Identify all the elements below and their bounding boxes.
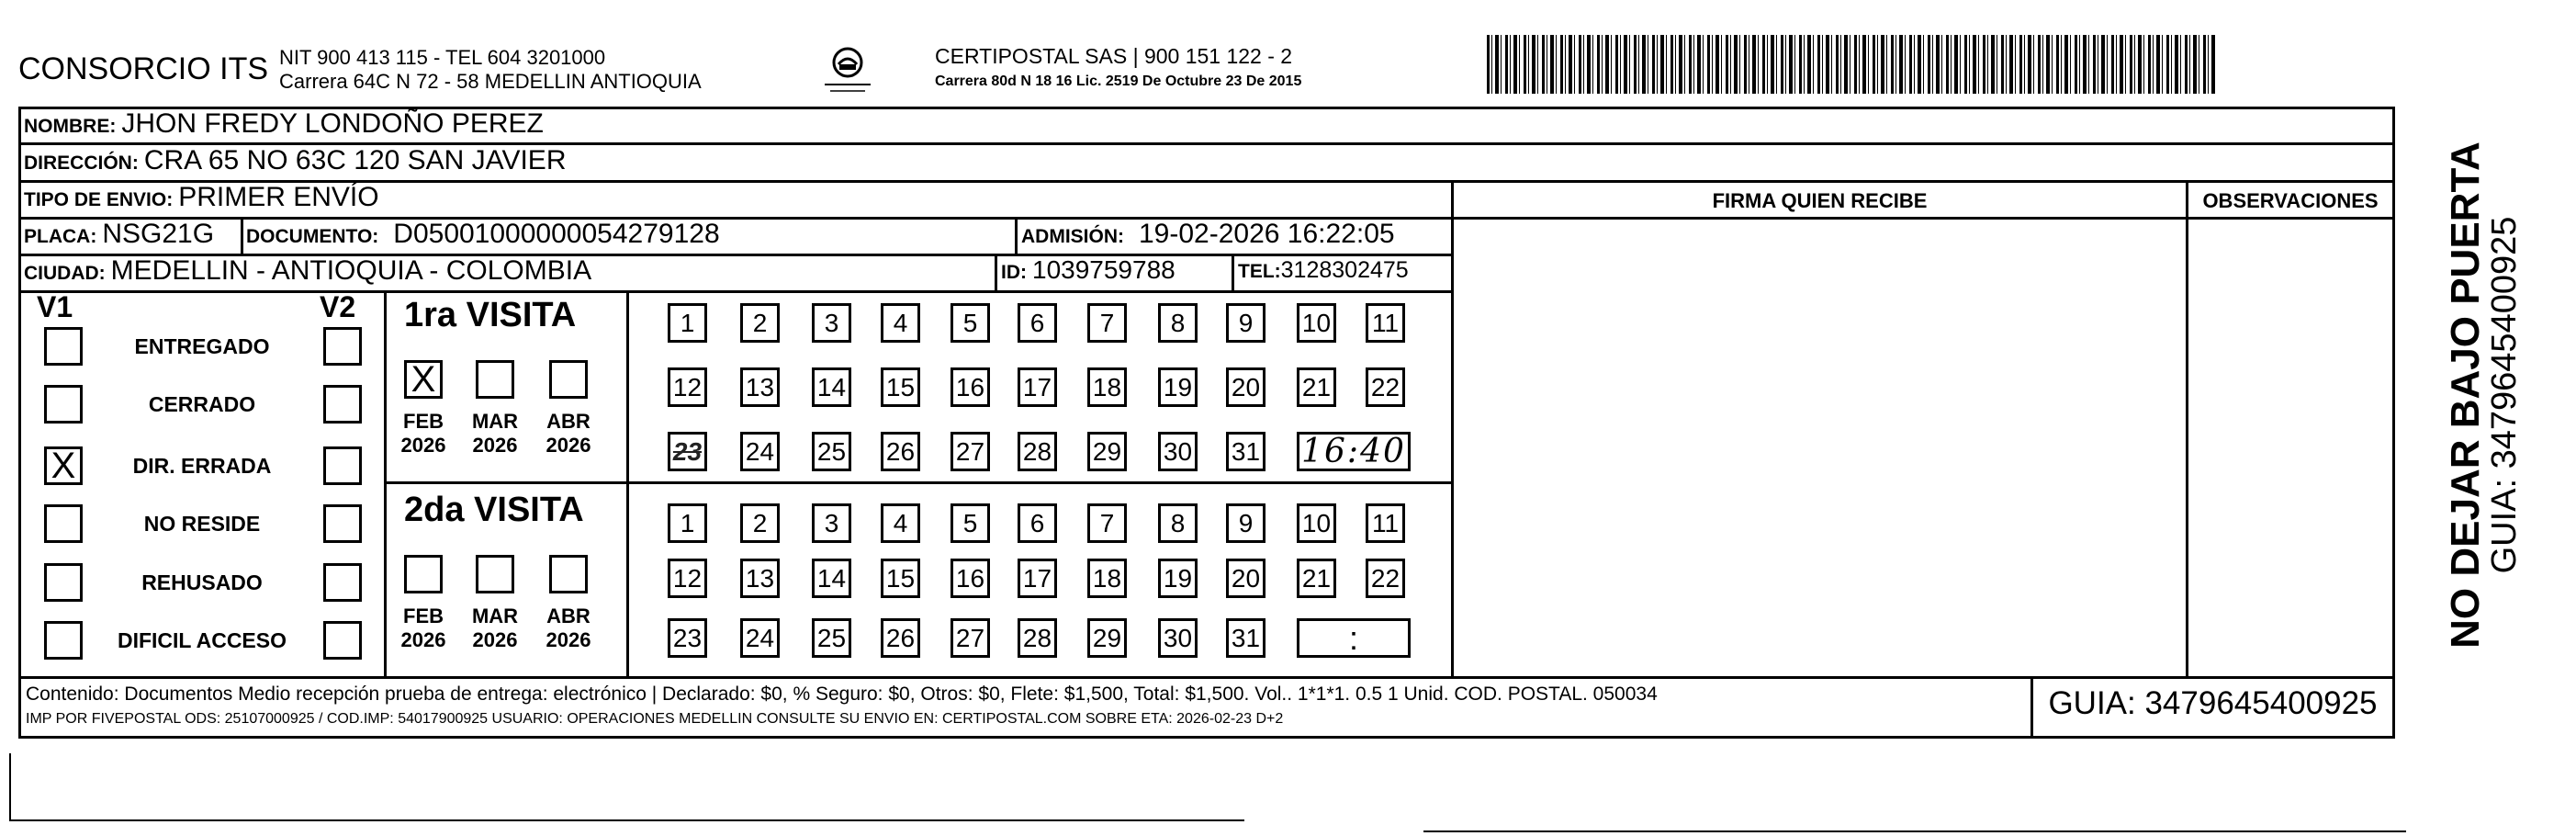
v1-checkbox[interactable] xyxy=(44,563,83,602)
city-label: CIUDAD: xyxy=(24,263,106,284)
certipostal-logo-icon xyxy=(819,44,876,96)
day-box[interactable]: 7 xyxy=(1087,303,1127,343)
month-checkbox[interactable] xyxy=(549,555,588,593)
plate-label: PLACA: xyxy=(24,226,97,247)
admission-label: ADMISIÓN: xyxy=(1021,226,1124,247)
day-box[interactable]: 1 xyxy=(668,503,707,543)
address-row xyxy=(24,145,566,176)
barcode-icon xyxy=(1487,35,2216,94)
day-box[interactable]: 29 xyxy=(1087,618,1127,658)
tel-value: 3128302475 xyxy=(1280,257,1409,283)
day-box[interactable]: 27 xyxy=(951,432,990,471)
v2-checkbox[interactable] xyxy=(323,621,362,660)
city-value: MEDELLIN - ANTIOQUIA - COLOMBIA xyxy=(110,255,592,286)
plate-cell xyxy=(24,219,214,250)
shipment-type-row xyxy=(24,182,379,213)
v2-checkbox[interactable] xyxy=(323,563,362,602)
time-box[interactable]: 16:40 xyxy=(1297,432,1411,471)
v2-checkbox[interactable] xyxy=(323,504,362,543)
month-name: ABR xyxy=(546,410,591,433)
v2-checkbox[interactable] xyxy=(323,327,362,366)
document-label: DOCUMENTO: xyxy=(246,226,379,247)
month-year: 2026 xyxy=(400,628,446,651)
day-box[interactable]: 16 xyxy=(951,367,990,407)
day-box[interactable]: 6 xyxy=(1018,503,1057,543)
month-name: FEB xyxy=(403,604,444,627)
day-box[interactable]: 25 xyxy=(812,618,851,658)
day-box[interactable]: 18 xyxy=(1087,367,1127,407)
day-box[interactable]: 10 xyxy=(1297,303,1336,343)
day-box[interactable]: 3 xyxy=(812,503,851,543)
day-box[interactable]: 14 xyxy=(812,367,851,407)
day-box[interactable]: 1 xyxy=(668,303,707,343)
print-details: IMP POR FIVEPOSTAL ODS: 25107000925 / COD.IMP: 54017900925 USUARIO: OPERACIONES MEDELLIN CONSULTE SU ENVIO EN: CERTIPOSTAL.COM SOBRE ETA: 2026-02-23 D+2 xyxy=(26,711,1284,727)
day-box[interactable]: 24 xyxy=(740,432,780,471)
side-notice xyxy=(2442,110,2525,680)
time-box[interactable]: : xyxy=(1297,618,1411,658)
day-box[interactable]: 19 xyxy=(1158,559,1198,598)
day-box[interactable]: 15 xyxy=(881,367,920,407)
recipient-name: JHON FREDY LONDOÑO PEREZ xyxy=(121,108,544,139)
month-checkbox[interactable] xyxy=(404,360,443,399)
v1-checkbox[interactable] xyxy=(44,504,83,543)
id-label: ID: xyxy=(1001,262,1027,283)
guia-number: GUIA: 3479645400925 xyxy=(2048,685,2378,721)
v1-checkbox[interactable] xyxy=(44,446,83,485)
day-box[interactable]: 12 xyxy=(668,559,707,598)
day-box[interactable]: 10 xyxy=(1297,503,1336,543)
month-checkbox[interactable] xyxy=(476,555,514,593)
v1-checkbox[interactable] xyxy=(44,327,83,366)
signature-header: FIRMA QUIEN RECIBE xyxy=(1712,189,1928,212)
v1-checkbox[interactable] xyxy=(44,621,83,660)
day-box[interactable]: 28 xyxy=(1018,618,1057,658)
day-box[interactable]: 2 xyxy=(740,303,780,343)
plate-value: NSG21G xyxy=(102,219,215,249)
check-mark-icon: X xyxy=(51,446,76,486)
address-label: DIRECCIÓN: xyxy=(24,153,139,174)
v2-checkbox[interactable] xyxy=(323,385,362,424)
month-name: ABR xyxy=(546,604,591,627)
address-value: CRA 65 NO 63C 120 SAN JAVIER xyxy=(143,145,567,175)
company-nit-tel: NIT 900 413 115 - TEL 604 3201000 xyxy=(279,46,606,69)
month-checkbox[interactable] xyxy=(549,360,588,399)
day-box[interactable]: 8 xyxy=(1158,503,1198,543)
month-year: 2026 xyxy=(546,628,591,651)
month-name: MAR xyxy=(471,410,519,433)
document-cell xyxy=(246,219,720,250)
tel-label: TEL: xyxy=(1238,261,1281,282)
visit2-title: 2da VISITA xyxy=(404,491,584,529)
day-box[interactable]: 2 xyxy=(740,503,780,543)
v1-header: V1 xyxy=(37,290,73,323)
day-box[interactable]: 27 xyxy=(951,618,990,658)
day-box[interactable]: 4 xyxy=(881,303,920,343)
status-label: REHUSADO xyxy=(141,571,263,594)
admission-cell xyxy=(1021,219,1395,250)
day-box[interactable]: 12 xyxy=(668,367,707,407)
day-box[interactable]: 5 xyxy=(951,503,990,543)
day-box[interactable]: 30 xyxy=(1158,618,1198,658)
day-box[interactable]: 20 xyxy=(1226,367,1266,407)
id-value: 1039759788 xyxy=(1032,255,1176,284)
day-box[interactable]: 15 xyxy=(881,559,920,598)
day-box[interactable]: 5 xyxy=(951,303,990,343)
day-box[interactable]: 8 xyxy=(1158,303,1198,343)
day-box[interactable]: 24 xyxy=(740,618,780,658)
do-not-leave-under-door: NO DEJAR BAJO PUERTA xyxy=(2442,141,2488,649)
status-label: DIR. ERRADA xyxy=(132,454,272,478)
month-year: 2026 xyxy=(472,628,518,651)
id-cell xyxy=(1001,255,1176,285)
month-year: 2026 xyxy=(400,434,446,457)
content-details: Contenido: Documentos Medio recepción prueba de entrega: electrónico | Declarado: $0, % Seguro: $0, Otros: $0, Flete: $1,500, Total: $1,500. Vol.. 1*1*1. 0.5 1 Unid. COD. POSTAL. 050034 xyxy=(26,683,1658,705)
v2-header: V2 xyxy=(320,290,356,323)
day-box[interactable]: 30 xyxy=(1158,432,1198,471)
day-box[interactable]: 17 xyxy=(1018,559,1057,598)
v2-checkbox[interactable] xyxy=(323,446,362,485)
status-label: DIFICIL ACCESO xyxy=(117,628,287,652)
day-box[interactable]: 11 xyxy=(1366,303,1405,343)
day-box[interactable]: 9 xyxy=(1226,503,1266,543)
day-box[interactable]: 31 xyxy=(1226,618,1266,658)
v1-checkbox[interactable] xyxy=(44,385,83,424)
day-box[interactable]: 6 xyxy=(1018,303,1057,343)
status-label: ENTREGADO xyxy=(134,334,270,358)
day-box[interactable]: 23 xyxy=(668,618,707,658)
day-box[interactable]: 22 xyxy=(1366,367,1405,407)
month-name: FEB xyxy=(403,410,444,433)
day-box[interactable]: 13 xyxy=(740,367,780,407)
company-name: CONSORCIO ITS xyxy=(18,51,269,86)
tel-cell xyxy=(1238,257,1409,284)
city-cell xyxy=(24,255,591,287)
side-guia-number: GUIA: 3479645400925 xyxy=(2485,216,2525,574)
day-box[interactable]: 26 xyxy=(881,432,920,471)
recipient-name-row xyxy=(24,108,544,140)
observations-header: OBSERVACIONES xyxy=(2202,189,2379,212)
day-box[interactable]: 11 xyxy=(1366,503,1405,543)
document-value: D05001000000054279128 xyxy=(393,219,720,249)
month-checkbox[interactable] xyxy=(404,555,443,593)
day-box[interactable]: 21 xyxy=(1297,559,1336,598)
month-year: 2026 xyxy=(472,434,518,457)
month-name: MAR xyxy=(471,604,519,627)
company-address: Carrera 64C N 72 - 58 MEDELLIN ANTIOQUIA xyxy=(279,70,702,93)
day-box[interactable]: 19 xyxy=(1158,367,1198,407)
day-box[interactable]: 26 xyxy=(881,618,920,658)
day-box[interactable]: 31 xyxy=(1226,432,1266,471)
day-box[interactable]: 4 xyxy=(881,503,920,543)
check-mark-icon: X xyxy=(411,359,436,400)
day-box[interactable]: 23 xyxy=(668,432,707,471)
day-box[interactable]: 7 xyxy=(1087,503,1127,543)
day-box[interactable]: 28 xyxy=(1018,432,1057,471)
day-box[interactable]: 17 xyxy=(1018,367,1057,407)
day-box[interactable]: 21 xyxy=(1297,367,1336,407)
day-box[interactable]: 16 xyxy=(951,559,990,598)
shipment-type-value: PRIMER ENVÍO xyxy=(178,182,379,212)
status-label: NO RESIDE xyxy=(143,512,261,536)
status-label: CERRADO xyxy=(148,392,256,416)
month-year: 2026 xyxy=(546,434,591,457)
shipment-type-label: TIPO DE ENVIO: xyxy=(24,189,174,210)
visit1-title: 1ra VISITA xyxy=(404,296,577,334)
day-box[interactable]: 3 xyxy=(812,303,851,343)
recipient-name-label: NOMBRE: xyxy=(24,116,117,137)
day-box[interactable]: 25 xyxy=(812,432,851,471)
day-box[interactable]: 13 xyxy=(740,559,780,598)
courier-name: CERTIPOSTAL SAS | 900 151 122 - 2 xyxy=(935,44,1293,68)
courier-address: Carrera 80d N 18 16 Lic. 2519 De Octubre 23 De 2015 xyxy=(935,73,1302,89)
day-box[interactable]: 18 xyxy=(1087,559,1127,598)
day-box[interactable]: 29 xyxy=(1087,432,1127,471)
month-checkbox[interactable] xyxy=(476,360,514,399)
day-box[interactable]: 9 xyxy=(1226,303,1266,343)
admission-value: 19-02-2026 16:22:05 xyxy=(1139,219,1395,249)
day-box[interactable]: 22 xyxy=(1366,559,1405,598)
day-box[interactable]: 20 xyxy=(1226,559,1266,598)
day-box[interactable]: 14 xyxy=(812,559,851,598)
